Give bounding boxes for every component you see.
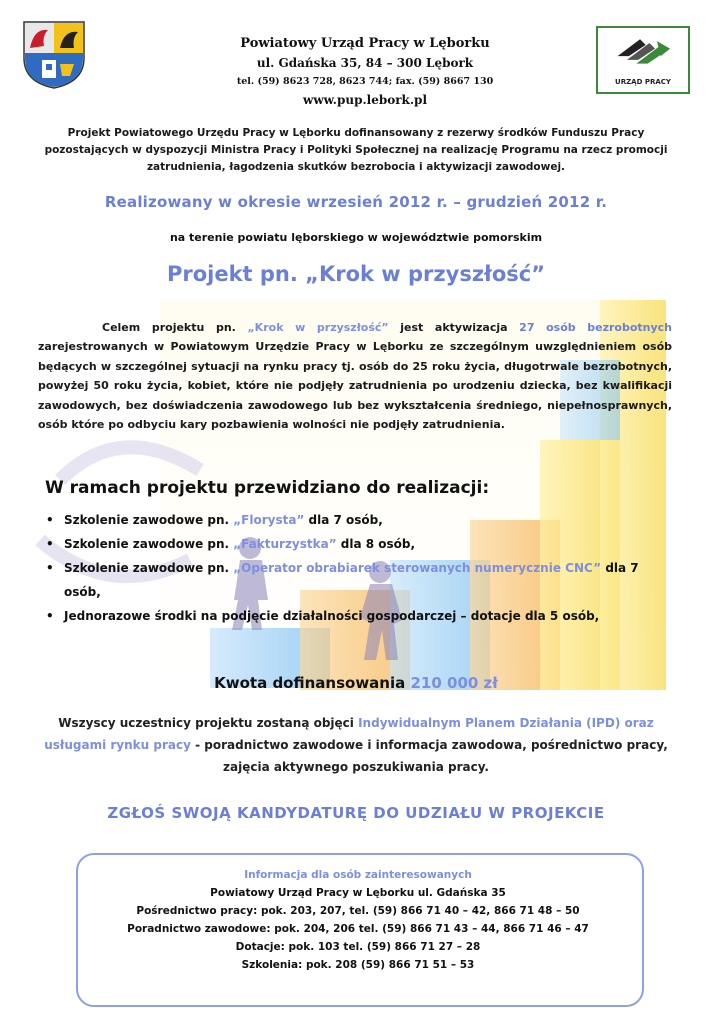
info-line: Szkolenia: pok. 208 (59) 866 71 51 – 53 [241,959,475,971]
office-address: ul. Gdańska 35, 84 – 300 Lębork [256,56,474,70]
office-phones: tel. (59) 8623 728, 8623 744; fax. (59) 8667 130 [236,76,494,87]
info-contents [76,866,640,974]
info-line: Powiatowy Urząd Pracy w Lęborku ul. Gdańska 35 [210,887,506,899]
item-course-name: „Fakturzystka” [233,537,337,551]
office-name: Powiatowy Urząd Pracy w Lęborku [240,36,490,51]
item-suffix: dla 8 osób, [336,537,416,551]
logo-label: URZĄD PRACY [615,78,671,86]
project-title: Projekt pn. „Krok w przyszłość” [166,262,546,286]
info-title: Informacja dla osób zainteresowanych [244,869,472,881]
participants-text-2: - poradnictwo zawodowe i informacja zawodowa, pośrednictwo pracy, zajęcia aktywnego poszukiwania pracy. [190,738,668,774]
project-period: Realizowany w okresie wrzesień 2012 r. – grudzień 2012 r. [104,193,608,211]
office-website: www.pup.lebork.pl [303,93,427,107]
project-area: na terenie powiatu lęborskiego w województwie pomorskim [169,231,543,244]
participants-ipd: Indywidualnym Planem Działania (IPD) oraz usługami rynku pracy [44,716,654,752]
funding-amount [40,674,672,692]
item-prefix: Szkolenie zawodowe pn. [64,561,234,575]
info-line: Poradnictwo zawodowe: pok. 204, 206 tel. (59) 866 71 43 – 44, 866 71 46 – 47 [127,923,589,935]
info-line: Pośrednictwo pracy: pok. 203, 207, tel. (59) 866 71 40 – 42, 866 71 48 – 50 [136,905,580,917]
item-prefix: Jednorazowe środki na podjęcie działalności gospodarczej – dotacje dla 5 osób, [64,609,600,623]
urzad-pracy-logo [596,26,690,94]
project-goal [38,318,672,434]
list-item [40,532,670,556]
goal-text-1: Celem projektu pn. [102,321,248,334]
goal-text-2: jest aktywizacja [388,321,520,334]
realization-heading: W ramach projektu przewidziano do realizacji: [45,478,490,498]
list-item [40,604,670,628]
realization-list [40,508,670,628]
list-item [40,508,670,532]
participants-info [40,712,672,778]
list-item [40,556,670,604]
item-course-name: „Florysta” [233,513,305,527]
funding-value: 210 000 zł [410,674,498,692]
item-suffix: dla 7 osób, [304,513,383,527]
goal-project-name: „Krok w przyszłość” [247,321,389,334]
goal-text-3: zarejestrowanych w Powiatowym Urzędzie Pracy w Lęborku ze szczególnym uwzględnieniem osób będących w szczególnej sytuacji na rynku pracy tj. osób do 25 roku życia, długotrwale bezrobotnych, powyżej 50 roku życia, kobiet, które nie podjęły zatrudnienia po urodzeniu dziecka, bez kwalifikacji zawodowych, bez doświadczenia zawodowego lub bez wykształcenia średniego, niepełnosprawnych, osób które po odbyciu kary pozbawienia wolności nie podjęły zatrudnienia. [38,340,672,432]
item-suffix: dla 7 osób, [64,561,639,599]
item-prefix: Szkolenie zawodowe pn. [64,513,234,527]
call-to-action: ZGŁOŚ SWOJĄ KANDYDATURĘ DO UDZIAŁU W PROJEKCIE [107,804,605,822]
item-course-name: „Operator obrabiarek sterowanych numerycznie CNC” [233,561,602,575]
funding-label: Kwota dofinansowania [214,674,411,692]
info-line: Dotacje: pok. 103 tel. (59) 866 71 27 – 28 [235,941,481,953]
coat-of-arms-icon [22,20,86,90]
project-intro: Projekt Powiatowego Urzędu Pracy w Lęborku dofinansowany z rezerwy środków Funduszu Pracy pozostających w dyspozycji Ministra Pracy i Polityki Społecznej na realizację Programu na rzecz promocji zatrudnienia, łagodzenia skutków bezrobocia i aktywizacji zawodowej. [44,127,668,173]
participants-text-1: Wszyscy uczestnicy projektu zostaną objęci [58,716,359,730]
item-prefix: Szkolenie zawodowe pn. [64,537,234,551]
goal-count: 27 osób bezrobotnych [519,321,673,334]
